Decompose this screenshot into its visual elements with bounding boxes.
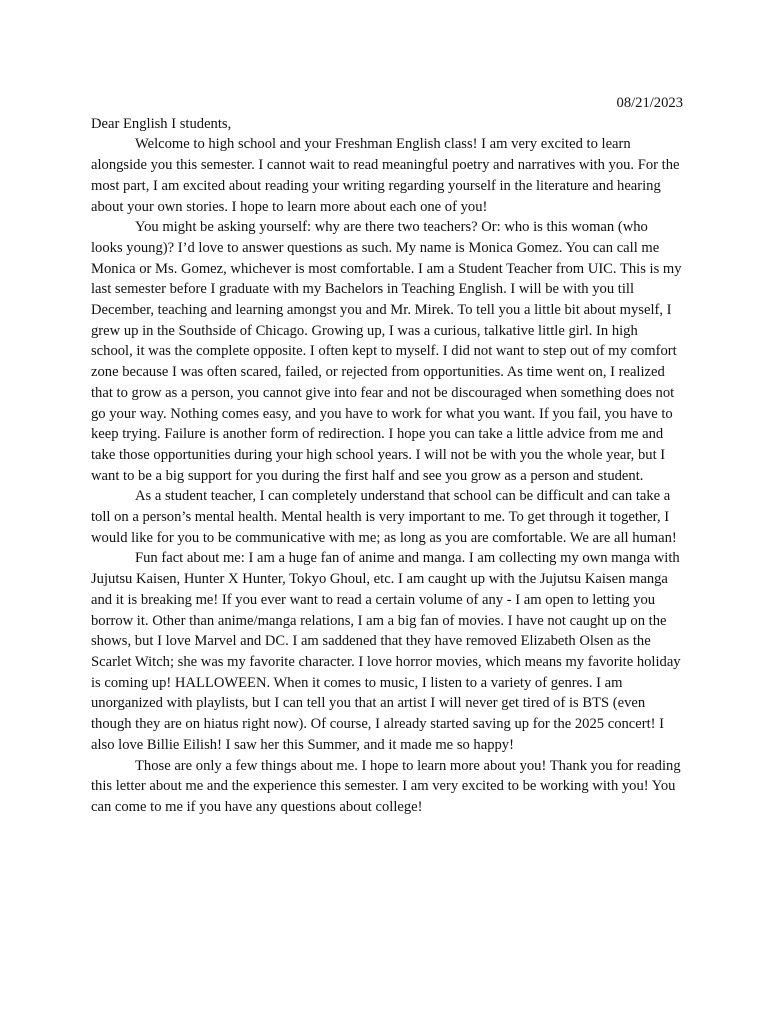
letter-date: 08/21/2023 [616, 95, 683, 111]
paragraph-fun-facts: Fun fact about me: I am a huge fan of anime and manga. I am collecting my own manga with Jujutsu Kaisen, Hunter X Hunter, Tokyo Ghoul, etc. I am caught up with the Jujutsu Kaisen manga and it is breaking me! If you ever want to read a certain volume of any - I am open to letting you borrow it. Other than anime/manga relations, I am a big fan of movies. I have not caught up on the shows, but I love Marvel and DC. I am saddened that they have removed Elizabeth Olsen as the Scarlet Witch; she was my favorite character. I love horror movies, which means my favorite holiday is coming up! HALLOWEEN. When it comes to music, I listen to a variety of genres. I am unorganized with playlists, but I can tell you that an artist I will never get tired of is BTS (even though they are on hiatus right now). Of course, I already started saving up for the 2025 concert! I also love Billie Eilish! I saw her this Summer, and it made me so happy! [91, 550, 681, 753]
paragraph-mental-health: As a student teacher, I can completely understand that school can be difficult and can take a toll on a person’s mental health. Mental health is very important to me. To get through it together, I would like for you to be communicative with me; as long as you are comfortable. We are all human! [91, 488, 677, 546]
letter-body [91, 93, 683, 818]
paragraph-introduction: You might be asking yourself: why are there two teachers? Or: who is this woman (who looks young)? I’d love to answer questions as such. My name is Monica Gomez. You can call me Monica or Ms. Gomez, whichever is most comfortable. I am a Student Teacher from UIC. This is my last semester before I graduate with my Bachelors in Teaching English. I will be with you till December, teaching and learning amongst you and Mr. Mirek. To tell you a little bit about myself, I grew up in the Southside of Chicago. Growing up, I was a curious, talkative little girl. In high school, it was the complete opposite. I often kept to myself. I did not want to step out of my comfort zone because I was often scared, failed, or rejected from opportunities. As time went on, I realized that to grow as a person, you cannot give into fear and not be discouraged when something does not go your way. Nothing comes easy, and you have to work for what you want. If you fail, you have to keep trying. Failure is another form of redirection. I hope you can take a little advice from me and take those opportunities during your high school years. I will not be with you the whole year, but I want to be a big support for you during the first half and see you grow as a person and student. [91, 219, 682, 484]
paragraph-welcome: Welcome to high school and your Freshman English class! I am very excited to learn alongside you this semester. I cannot wait to read meaningful poetry and narratives with you. For the most part, I am excited about reading your writing regarding yourself in the literature and hearing about your own stories. I hope to learn more about each one of you! [91, 136, 680, 215]
paragraph-closing: Those are only a few things about me. I hope to learn more about you! Thank you for reading this letter about me and the experience this semester. I am very excited to be working with you! You can come to me if you have any questions about college! [91, 757, 681, 815]
letter-salutation: Dear English I students, [91, 115, 232, 132]
